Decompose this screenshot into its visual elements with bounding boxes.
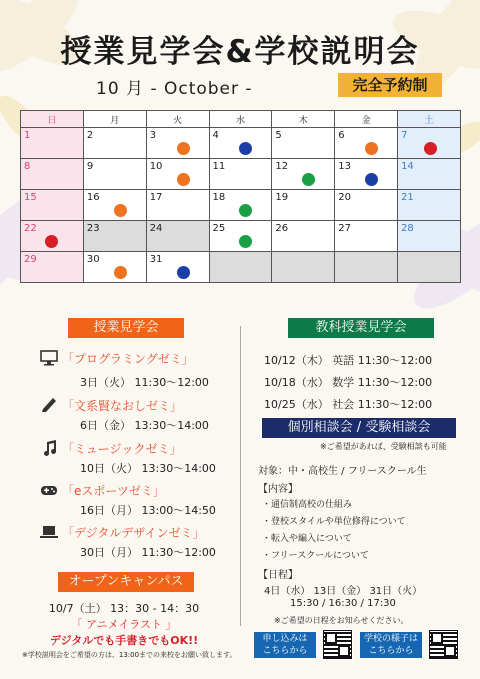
reservation-badge: 完全予約制 bbox=[338, 73, 442, 97]
class-item-time: 10日（火） 13:30～14:00 bbox=[80, 462, 216, 475]
consultation-target: 対象：中・高校生 / フリースクール生 bbox=[258, 466, 427, 477]
gamepad-icon bbox=[40, 482, 58, 498]
page-title: 授業見学会&学校説明会 bbox=[60, 34, 420, 70]
open-campus-note: ※学校説明会をご希望の方は、13:00までの来校をお願い致します。 bbox=[22, 651, 237, 659]
event-dot-green bbox=[239, 204, 252, 217]
day-number: 8 bbox=[24, 161, 31, 172]
calendar-day bbox=[21, 221, 84, 252]
calendar-body bbox=[21, 128, 461, 283]
day-number: 15 bbox=[24, 192, 37, 203]
day-number: 20 bbox=[338, 192, 351, 203]
calendar-day bbox=[209, 190, 272, 221]
consultation-note-top: ※ご希望があれば、受験相談も可能 bbox=[320, 442, 447, 451]
open-campus-theme: 「 アニメイラスト 」 bbox=[71, 618, 177, 631]
apply-qr-code[interactable] bbox=[322, 629, 353, 660]
calendar-day bbox=[209, 252, 272, 283]
class-item-name: 「文系賢なおしゼミ」 bbox=[62, 399, 183, 413]
calendar-day bbox=[335, 190, 398, 221]
event-dot-green bbox=[239, 235, 252, 248]
laptop-icon bbox=[40, 524, 58, 540]
day-number: 5 bbox=[275, 130, 282, 141]
calendar-day bbox=[335, 221, 398, 252]
event-dot-orange bbox=[177, 142, 190, 155]
day-number: 7 bbox=[401, 130, 408, 141]
calendar-day bbox=[21, 252, 84, 283]
event-dot-green bbox=[302, 173, 315, 186]
day-number: 14 bbox=[401, 161, 414, 172]
consultation-header: 個別相談会 / 受験相談会 bbox=[262, 418, 456, 438]
music-note-icon bbox=[40, 440, 58, 456]
day-number: 13 bbox=[338, 161, 351, 172]
calendar-day bbox=[398, 128, 461, 159]
class-item-name: 「プログラミングゼミ」 bbox=[62, 352, 194, 366]
class-item-time: 30日（月） 11:30～12:00 bbox=[80, 546, 216, 559]
pencil-icon bbox=[40, 396, 58, 412]
day-number: 12 bbox=[275, 161, 289, 172]
day-number: 28 bbox=[401, 223, 414, 234]
calendar-day bbox=[21, 128, 84, 159]
open-campus-tagline: デジタルでも手書きでもOK!! bbox=[49, 634, 199, 647]
subject-visit-header: 教科授業見学会 bbox=[288, 318, 434, 338]
month-label: 10 月 - October - bbox=[96, 79, 253, 99]
day-number: 22 bbox=[24, 223, 37, 234]
subject-visit-row: 10/25（水） 社会 11:30～12:00 bbox=[264, 398, 433, 411]
calendar-day bbox=[21, 159, 84, 190]
calendar-day bbox=[83, 221, 146, 252]
day-number: 25 bbox=[212, 223, 226, 234]
class-visit-header: 授業見学会 bbox=[68, 318, 184, 338]
weekday-fri: 金 bbox=[335, 111, 398, 128]
subject-visit-row: 10/12（木） 英語 11:30～12:00 bbox=[264, 354, 433, 367]
calendar-day bbox=[209, 221, 272, 252]
calendar-day bbox=[83, 159, 146, 190]
weekday-sun: 日 bbox=[21, 111, 84, 128]
consultation-content-item: ・登校スタイルや単位修得について bbox=[262, 517, 406, 527]
weekday-mon: 月 bbox=[83, 111, 146, 128]
calendar-day bbox=[272, 190, 335, 221]
day-number: 10 bbox=[149, 161, 163, 172]
consultation-content-item: ・通信制高校の仕組み bbox=[262, 500, 353, 510]
class-item-time: 16日（月） 13:00～14:50 bbox=[80, 504, 216, 517]
day-number: 31 bbox=[149, 254, 163, 265]
calendar-week bbox=[21, 252, 461, 283]
day-number: 1 bbox=[24, 130, 31, 141]
day-number: 4 bbox=[212, 130, 219, 141]
weekday-sat: 土 bbox=[398, 111, 461, 128]
day-number: 21 bbox=[401, 192, 414, 203]
calendar-day bbox=[146, 190, 209, 221]
calendar-day bbox=[209, 159, 272, 190]
calendar-day bbox=[209, 128, 272, 159]
day-number: 19 bbox=[275, 192, 289, 203]
calendar-day bbox=[335, 159, 398, 190]
calendar-day bbox=[272, 221, 335, 252]
day-number: 17 bbox=[149, 192, 163, 203]
apply-link-button[interactable]: 申し込みは こちらから bbox=[254, 632, 316, 658]
calendar-day bbox=[398, 252, 461, 283]
event-dot-blue bbox=[177, 266, 190, 279]
calendar-week bbox=[21, 190, 461, 221]
weekday-tue: 火 bbox=[146, 111, 209, 128]
day-number: 24 bbox=[149, 223, 163, 234]
calendar-day bbox=[146, 252, 209, 283]
day-number: 27 bbox=[338, 223, 351, 234]
calendar-week bbox=[21, 128, 461, 159]
class-item-name: 「ミュージックゼミ」 bbox=[62, 442, 182, 456]
event-dot-red bbox=[45, 235, 58, 248]
calendar-day bbox=[272, 159, 335, 190]
event-dot-blue bbox=[239, 142, 252, 155]
calendar-day bbox=[83, 128, 146, 159]
consultation-schedule-label: 【日程】 bbox=[258, 570, 298, 581]
calendar-day bbox=[272, 252, 335, 283]
calendar-day bbox=[398, 159, 461, 190]
consultation-content-item: ・フリースクールについて bbox=[262, 551, 369, 561]
weekday-thu: 木 bbox=[272, 111, 335, 128]
calendar-day bbox=[146, 221, 209, 252]
calendar-day bbox=[398, 190, 461, 221]
calendar-day bbox=[21, 190, 84, 221]
school-info-link-button[interactable]: 学校の様子は こちらから bbox=[360, 632, 422, 658]
calendar-day bbox=[335, 128, 398, 159]
calendar-day bbox=[83, 252, 146, 283]
calendar-week bbox=[21, 159, 461, 190]
day-number: 6 bbox=[338, 130, 345, 141]
column-divider bbox=[240, 326, 241, 626]
day-number: 23 bbox=[86, 223, 100, 234]
calendar-day bbox=[398, 221, 461, 252]
weekday-row bbox=[21, 111, 461, 128]
calendar-day bbox=[146, 128, 209, 159]
class-item-time: 3日（火） 11:30～12:00 bbox=[80, 376, 209, 389]
school-info-qr-code[interactable] bbox=[428, 629, 459, 660]
day-number: 26 bbox=[275, 223, 289, 234]
subject-visit-row: 10/18（水） 数学 11:30～12:00 bbox=[264, 376, 433, 389]
event-dot-orange bbox=[114, 266, 127, 279]
event-dot-blue bbox=[365, 173, 378, 186]
monitor-icon bbox=[40, 350, 58, 366]
class-item-name: 「eスポーツゼミ」 bbox=[62, 484, 165, 498]
day-number: 30 bbox=[86, 254, 100, 265]
open-campus-header: オープンキャンパス bbox=[58, 572, 194, 592]
calendar-day bbox=[83, 190, 146, 221]
day-number: 16 bbox=[86, 192, 100, 203]
consultation-times: 15:30 / 16:30 / 17:30 bbox=[290, 598, 396, 609]
event-dot-red bbox=[424, 142, 437, 155]
event-dot-orange bbox=[365, 142, 378, 155]
class-item-time: 6日（金） 13:30～14:00 bbox=[80, 419, 209, 432]
weekday-wed: 水 bbox=[209, 111, 272, 128]
calendar-day bbox=[335, 252, 398, 283]
event-dot-orange bbox=[177, 173, 190, 186]
calendar-day bbox=[146, 159, 209, 190]
day-number: 9 bbox=[86, 161, 94, 172]
consultation-content-label: 【内容】 bbox=[258, 484, 298, 495]
consultation-content-item: ・転入や編入について bbox=[262, 534, 352, 544]
consultation-note-bottom: ※ご希望の日程をお知らせください。 bbox=[274, 616, 409, 625]
day-number: 3 bbox=[149, 130, 157, 141]
open-campus-date: 10/7（土） 13：30 - 14：30 bbox=[48, 602, 200, 615]
calendar-week bbox=[21, 221, 461, 252]
consultation-dates: 4日（水） 13日（金） 31日（火） bbox=[264, 586, 423, 597]
october-calendar bbox=[20, 110, 461, 283]
day-number: 11 bbox=[212, 161, 226, 172]
day-number: 18 bbox=[212, 192, 226, 203]
calendar-day bbox=[272, 128, 335, 159]
event-dot-orange bbox=[114, 204, 127, 217]
day-number: 29 bbox=[24, 254, 37, 265]
day-number: 2 bbox=[86, 130, 94, 141]
class-item-name: 「デジタルデザインゼミ」 bbox=[62, 526, 205, 540]
